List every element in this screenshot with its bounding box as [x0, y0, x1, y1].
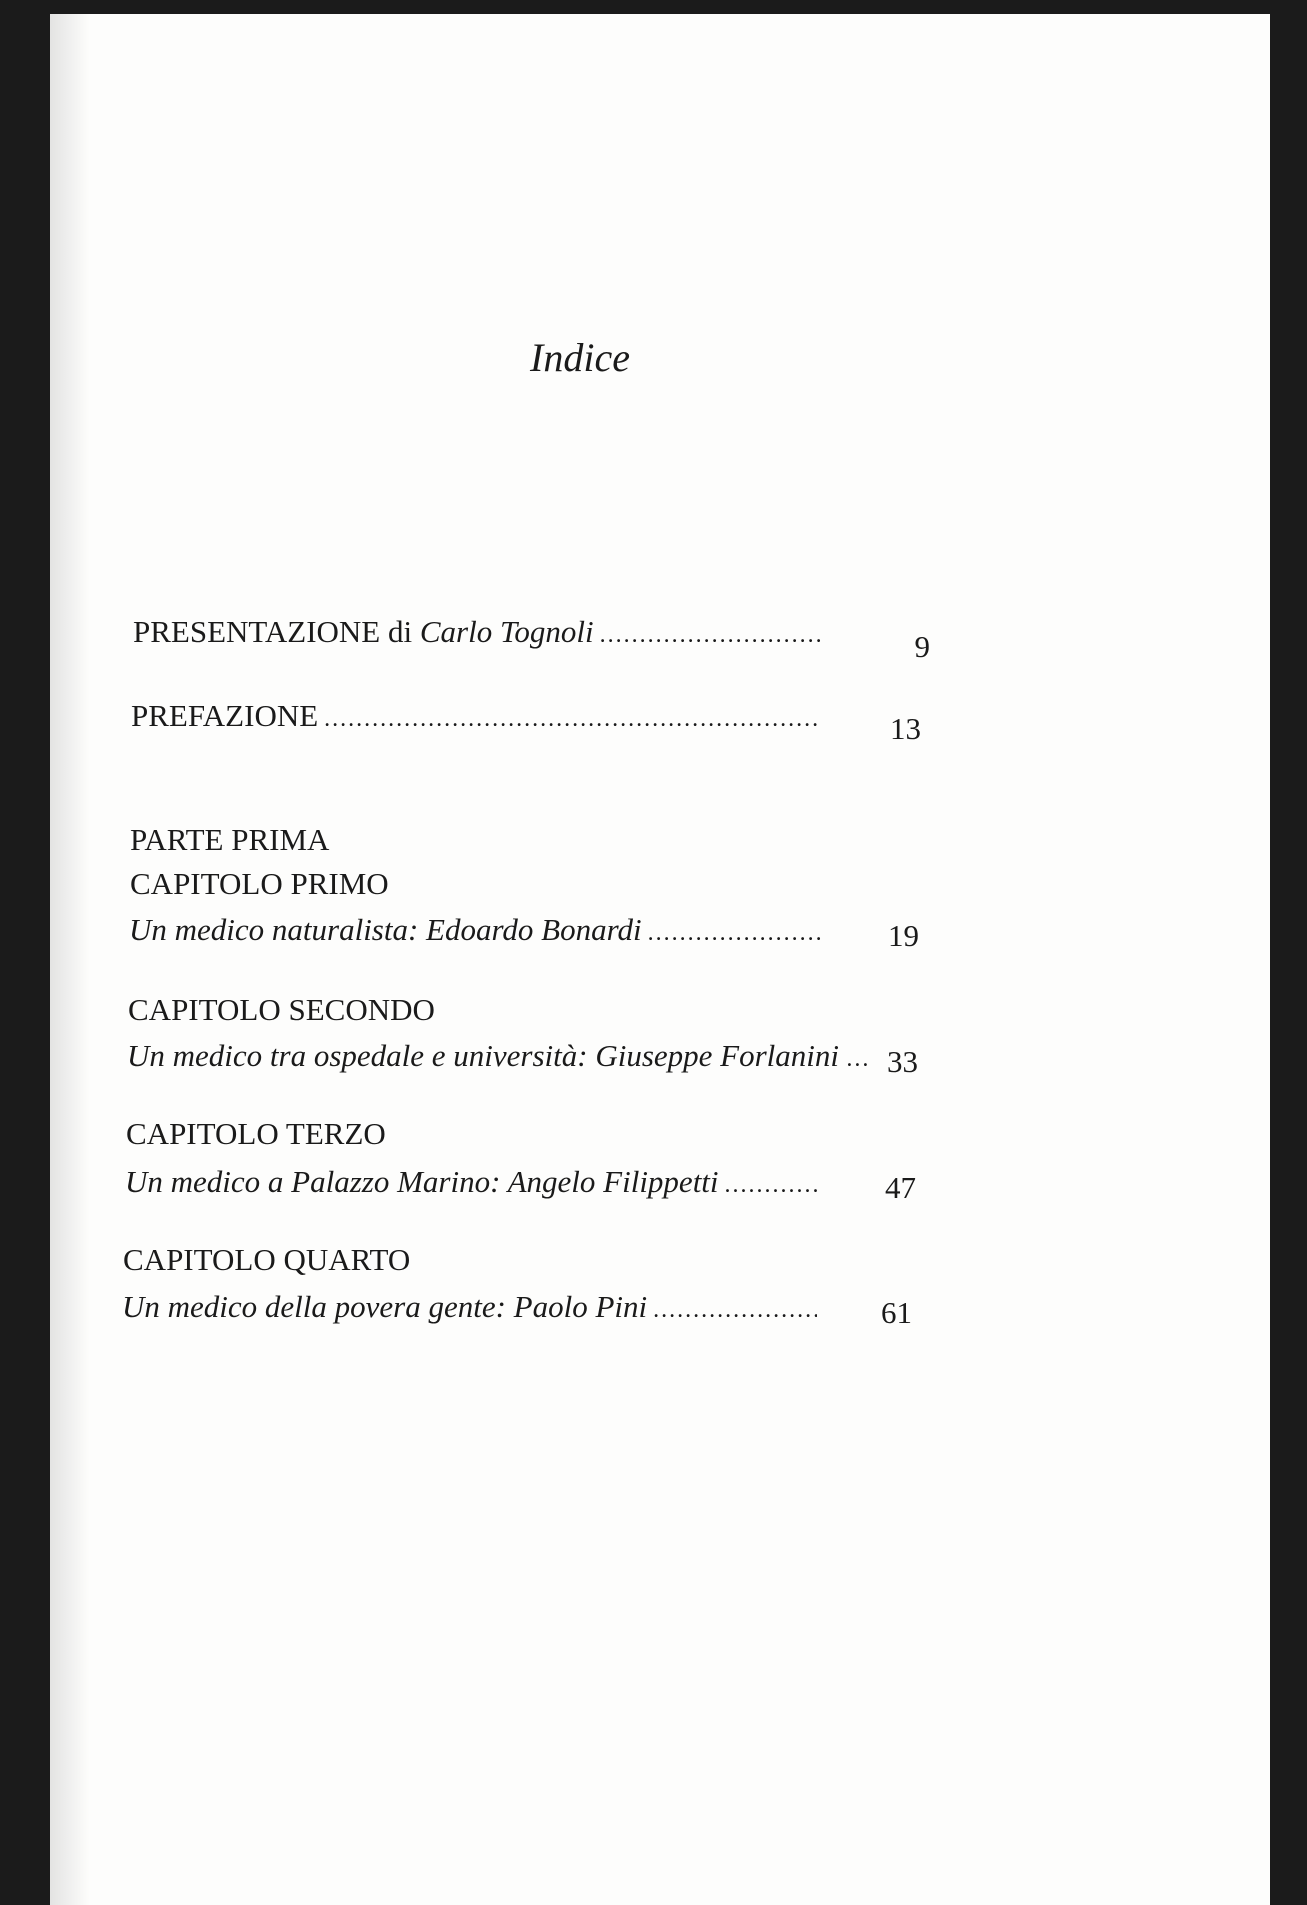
page-number-capitolo-secondo: 33 — [887, 1044, 918, 1079]
chapter-heading-terzo: CAPITOLO TERZO — [126, 1116, 386, 1151]
chapter-heading-quarto: CAPITOLO QUARTO — [123, 1242, 411, 1277]
toc-entry-capitolo-terzo — [125, 1164, 819, 1200]
prefazione-label: PREFAZIONE — [131, 698, 319, 733]
trailing-ellipsis: ... — [847, 1046, 872, 1072]
toc-entry-capitolo-secondo — [127, 1038, 872, 1074]
chapter-subtitle-terzo: Un medico a Palazzo Marino: Angelo Filippetti — [125, 1164, 719, 1199]
page-number-capitolo-terzo: 47 — [885, 1170, 916, 1205]
presentazione-label: PRESENTAZIONE di — [133, 614, 420, 649]
toc-entry-presentazione — [133, 614, 823, 650]
dot-leader — [725, 1172, 819, 1199]
chapter-heading-primo: CAPITOLO PRIMO — [130, 866, 389, 901]
dot-leader — [648, 920, 823, 947]
dot-leader — [653, 1297, 817, 1324]
toc-entry-capitolo-primo — [129, 912, 823, 948]
chapter-subtitle-primo: Un medico naturalista: Edoardo Bonardi — [129, 912, 642, 947]
part-heading: PARTE PRIMA — [130, 822, 330, 857]
table-of-contents — [50, 14, 1270, 1905]
page-number-capitolo-quarto: 61 — [881, 1295, 912, 1330]
chapter-subtitle-quarto: Un medico della povera gente: Paolo Pini — [122, 1289, 648, 1324]
chapter-subtitle-secondo: Un medico tra ospedale e università: Giuseppe Forlanini — [127, 1038, 840, 1073]
toc-entry-label — [133, 614, 594, 650]
toc-entry-capitolo-quarto — [122, 1289, 817, 1325]
chapter-heading-secondo: CAPITOLO SECONDO — [128, 992, 435, 1027]
book-page — [50, 14, 1270, 1905]
dot-leader — [324, 706, 819, 733]
page-title: Indice — [530, 335, 630, 380]
page-number-capitolo-primo: 19 — [888, 918, 919, 953]
page-number-presentazione: 9 — [914, 629, 930, 664]
dot-leader — [600, 622, 823, 649]
presentazione-author: Carlo Tognoli — [419, 614, 594, 649]
page-number-prefazione: 13 — [890, 711, 921, 746]
toc-entry-prefazione — [131, 698, 819, 734]
